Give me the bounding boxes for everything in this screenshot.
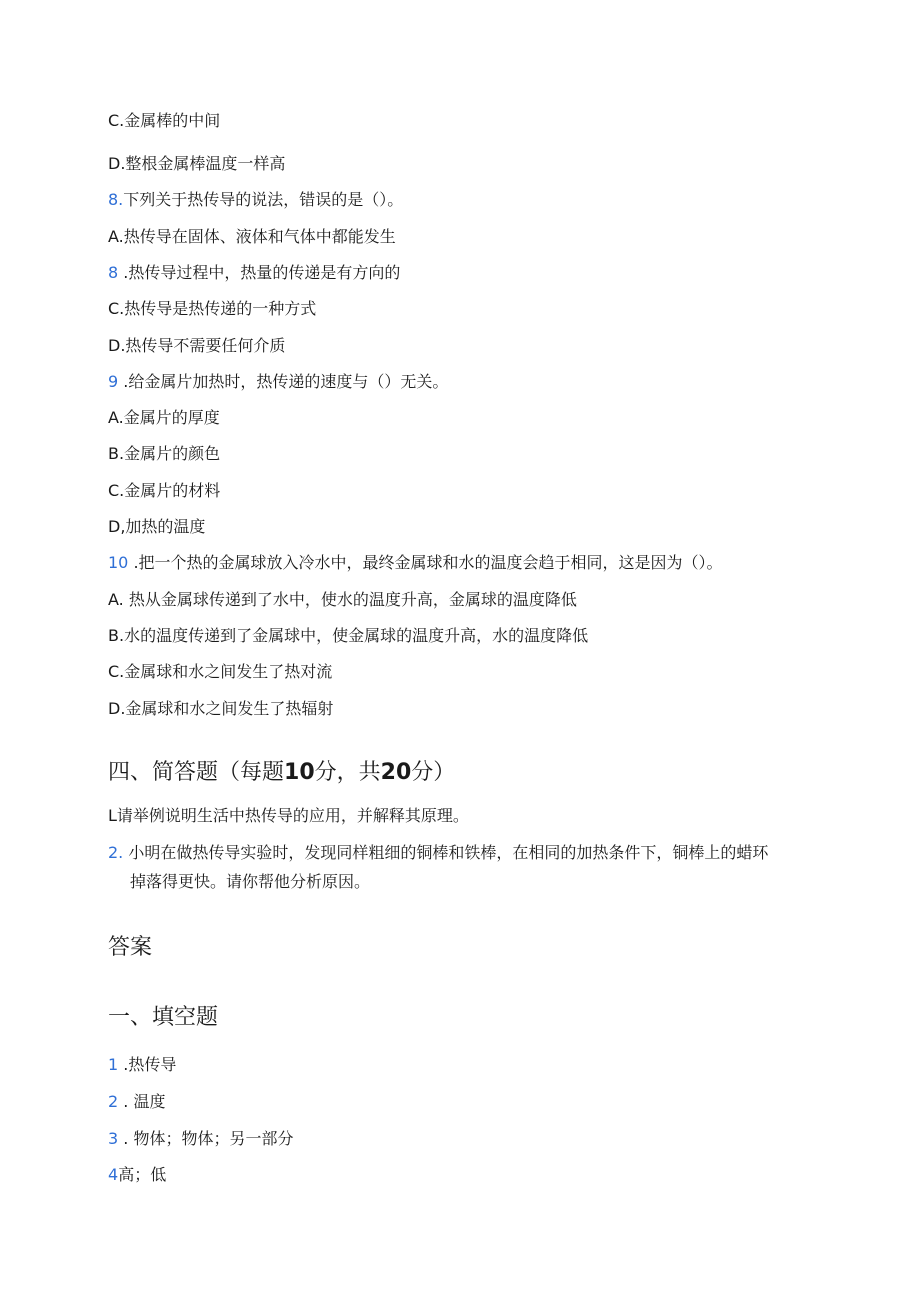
q9-stem-text: .给金属片加热时，热传递的速度与（）无关。 (118, 372, 449, 391)
section4-q1: L请举例说明生活中热传导的应用，并解释其原理。 (108, 806, 469, 825)
q8-option-b-number: 8 (108, 263, 119, 282)
section4-title-post: 分） (411, 760, 456, 785)
q9-option-b: B.金属片的颜色 (108, 444, 221, 463)
q8-option-b (108, 262, 400, 284)
answer-item (108, 1164, 166, 1186)
section4-title-n1: 10 (284, 760, 315, 785)
q8-option-b-text: .热传导过程中，热量的传递是有方向的 (118, 263, 401, 282)
answer-number: 3 (108, 1129, 119, 1148)
section4-q2-line2: 掉落得更快。请你帮他分析原因。 (130, 872, 371, 891)
answers-title: 答案 (108, 935, 153, 960)
section4-q2-line1 (108, 842, 768, 864)
q9-option-c: C.金属片的材料 (108, 481, 221, 500)
answer-item (108, 1054, 176, 1076)
section4-title-mid: 分，共 (314, 760, 381, 785)
section4-title (108, 758, 455, 788)
q9-number: 9 (108, 372, 119, 391)
answer-text: 高；低 (118, 1165, 167, 1184)
q9-option-d: D,加热的温度 (108, 517, 206, 536)
section4-title-pre: 四、简答题（每题 (108, 760, 285, 785)
answer-text: . 温度 (118, 1092, 166, 1111)
q8-option-c: C.热传导是热传递的一种方式 (108, 299, 317, 318)
q9-option-a: A.金属片的厚度 (108, 408, 220, 427)
answer-text: .热传导 (118, 1055, 177, 1074)
answer-text: . 物体；物体；另一部分 (118, 1129, 294, 1148)
answer-item (108, 1128, 293, 1150)
section4-q2-text: 小明在做热传导实验时，发现同样粗细的铜棒和铁棒，在相同的加热条件下，铜棒上的蜡环 (123, 843, 769, 862)
q10-option-d: D.金属球和水之间发生了热辐射 (108, 699, 334, 718)
section4-title-n2: 20 (380, 760, 412, 785)
q8-option-a: A.热传导在固体、液体和气体中都能发生 (108, 227, 396, 246)
q7-option-c: C.金属棒的中间 (108, 111, 221, 130)
answer-number: 1 (108, 1055, 119, 1074)
answer-number: 4 (108, 1165, 119, 1184)
answers-section1-title: 一、填空题 (108, 1005, 219, 1030)
q10-option-b: B.水的温度传递到了金属球中，使金属球的温度升高，水的温度降低 (108, 626, 589, 645)
answer-item (108, 1091, 165, 1113)
q9-stem (108, 371, 448, 393)
q10-stem-text: .把一个热的金属球放入冷水中，最终金属球和水的温度会趋于相同，这是因为（）。 (128, 553, 723, 572)
q10-number: 10 (108, 553, 129, 572)
q10-option-c: C.金属球和水之间发生了热对流 (108, 662, 333, 681)
q10-option-a: A. 热从金属球传递到了水中，使水的温度升高，金属球的温度降低 (108, 590, 577, 609)
q8-number: 8. (108, 190, 124, 209)
answer-number: 2 (108, 1092, 119, 1111)
q8-option-d: D.热传导不需要任何介质 (108, 336, 286, 355)
section4-q2-number: 2. (108, 843, 124, 862)
q7-option-d: D.整根金属棒温度一样高 (108, 154, 286, 173)
q8-stem-text: 下列关于热传导的说法，错误的是（）。 (123, 190, 404, 209)
q8-stem (108, 189, 403, 211)
q10-stem (108, 552, 723, 574)
